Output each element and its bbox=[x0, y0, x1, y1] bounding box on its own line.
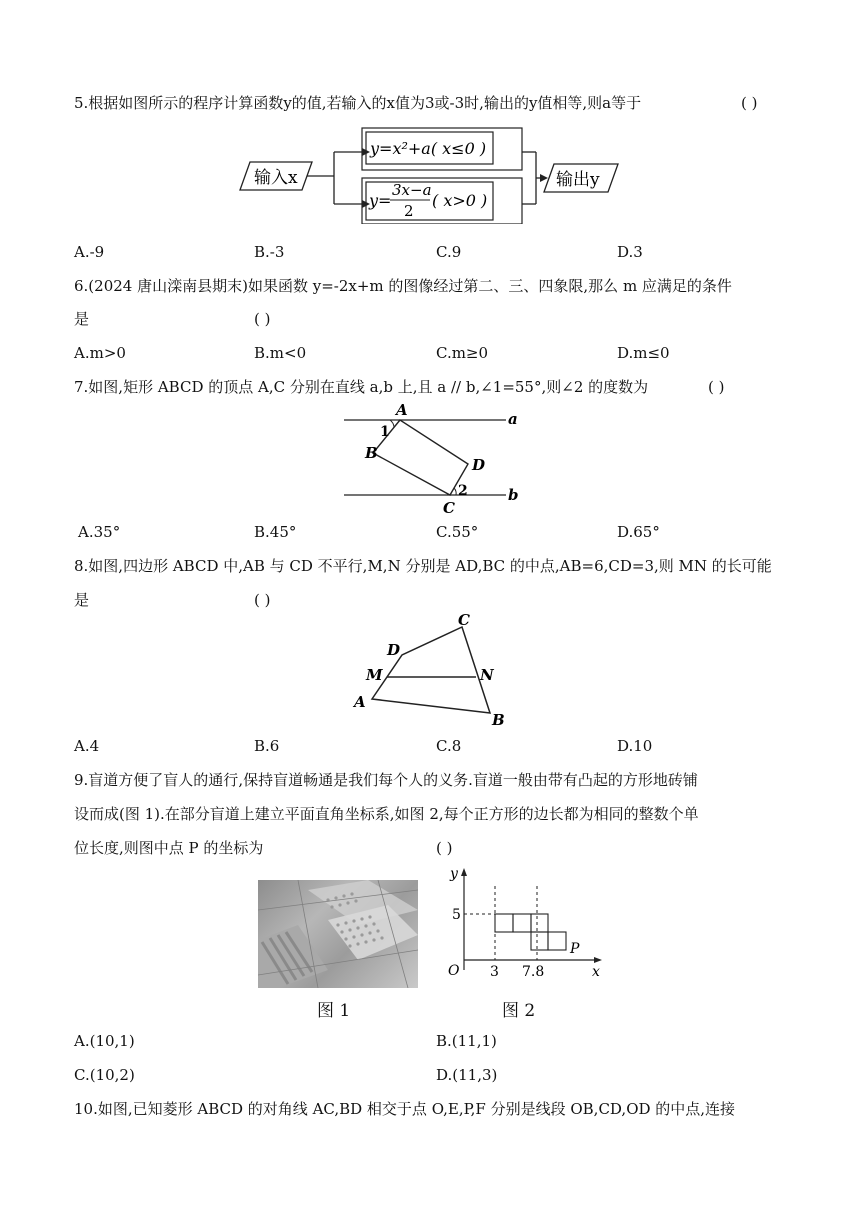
svg-text:A: A bbox=[354, 693, 366, 711]
q5-option-b: B.-3 bbox=[254, 243, 285, 261]
q7-option-a: A.35° bbox=[78, 523, 121, 541]
q5-stem: 5.根据如图所示的程序计算函数y的值,若输入的x值为3或-3时,输出的y值相等,则a等于 bbox=[74, 94, 642, 112]
q7-option-b: B.45° bbox=[254, 523, 297, 541]
q9-option-b: B.(11,1) bbox=[436, 1032, 497, 1050]
fig1-caption: 图 1 bbox=[317, 1001, 351, 1021]
svg-text:y: y bbox=[450, 866, 458, 882]
q8-figure bbox=[350, 612, 520, 728]
q8-option-b: B.6 bbox=[254, 737, 280, 755]
q5-answer-bracket: ( ) bbox=[741, 94, 758, 112]
svg-text:B: B bbox=[492, 711, 505, 728]
q8-answer-bracket: ( ) bbox=[254, 591, 271, 609]
q5-option-d: D.3 bbox=[617, 243, 643, 261]
q9-stem-line1: 9.盲道方便了盲人的通行,保持盲道畅通是我们每个人的义务.盲道一般由带有凸起的方形地砖铺 bbox=[74, 771, 698, 789]
svg-text:D: D bbox=[472, 456, 486, 474]
svg-text:A: A bbox=[396, 401, 408, 419]
q9-answer-bracket: ( ) bbox=[436, 839, 453, 857]
q7-option-d: D.65° bbox=[617, 523, 660, 541]
svg-text:D: D bbox=[387, 641, 401, 659]
tactile-paving-photo bbox=[258, 880, 418, 988]
svg-text:x: x bbox=[592, 964, 600, 980]
svg-text:M: M bbox=[366, 666, 383, 684]
flow-input-label: 输入x bbox=[254, 168, 298, 188]
q9-stem-line2: 设而成(图 1).在部分盲道上建立平面直角坐标系,如图 2,每个正方形的边长都为相同的整数个单 bbox=[74, 805, 699, 823]
svg-text:1: 1 bbox=[380, 424, 390, 440]
svg-text:B: B bbox=[365, 444, 378, 462]
q10-stem-line1: 10.如图,已知菱形 ABCD 的对角线 AC,BD 相交于点 O,E,P,F 分别是线段 OB,CD,OD 的中点,连接 bbox=[74, 1100, 736, 1118]
svg-text:P: P bbox=[570, 941, 580, 957]
q8-stem-line1: 8.如图,四边形 ABCD 中,AB 与 CD 不平行,M,N 分别是 AD,BC 的中点,AB=6,CD=3,则 MN 的长可能 bbox=[74, 557, 772, 575]
svg-text:b: b bbox=[508, 486, 519, 504]
q6-answer-bracket: ( ) bbox=[254, 310, 271, 328]
svg-text:( x>0 ): ( x>0 ) bbox=[432, 191, 488, 210]
q6-option-d: D.m≤0 bbox=[617, 344, 670, 362]
q9-stem-line3: 位长度,则图中点 P 的坐标为 bbox=[74, 839, 264, 857]
q9-option-a: A.(10,1) bbox=[74, 1032, 135, 1050]
q7-answer-bracket: ( ) bbox=[708, 378, 725, 396]
svg-text:C: C bbox=[458, 612, 470, 629]
q8-option-a: A.4 bbox=[74, 737, 100, 755]
fig2-caption: 图 2 bbox=[502, 1001, 536, 1021]
svg-text:5: 5 bbox=[452, 907, 461, 923]
svg-text:3: 3 bbox=[490, 964, 499, 980]
svg-text:2: 2 bbox=[404, 202, 414, 220]
svg-text:2: 2 bbox=[458, 483, 468, 499]
q6-option-b: B.m<0 bbox=[254, 344, 307, 362]
q7-option-c: C.55° bbox=[436, 523, 479, 541]
flow-branch-top-label: y=x²+a( x≤0 ) bbox=[370, 139, 487, 158]
q8-stem-line2: 是 bbox=[74, 591, 90, 609]
q7-figure bbox=[340, 400, 530, 518]
svg-text:7.8: 7.8 bbox=[522, 964, 545, 980]
q6-stem-line2: 是 bbox=[74, 310, 90, 328]
q5-option-a: A.-9 bbox=[74, 243, 105, 261]
q6-option-c: C.m≥0 bbox=[436, 344, 489, 362]
q8-option-c: C.8 bbox=[436, 737, 462, 755]
flow-output-label: 输出y bbox=[556, 170, 600, 190]
svg-text:N: N bbox=[480, 666, 494, 684]
q6-option-a: A.m>0 bbox=[74, 344, 126, 362]
svg-text:O: O bbox=[448, 963, 460, 979]
q9-coordinate-figure bbox=[438, 866, 606, 986]
svg-text:3x−a: 3x−a bbox=[392, 181, 432, 199]
svg-text:a: a bbox=[508, 410, 518, 428]
q5-flowchart bbox=[238, 124, 628, 224]
q7-stem: 7.如图,矩形 ABCD 的顶点 A,C 分别在直线 a,b 上,且 a // b,∠1=55°,则∠2 的度数为 bbox=[74, 378, 649, 396]
q9-option-d: D.(11,3) bbox=[436, 1066, 498, 1084]
q8-option-d: D.10 bbox=[617, 737, 653, 755]
q5-option-c: C.9 bbox=[436, 243, 462, 261]
q8-quadrilateral bbox=[372, 627, 490, 713]
svg-text:C: C bbox=[443, 499, 455, 517]
svg-text:y=: y= bbox=[369, 191, 392, 210]
q9-option-c: C.(10,2) bbox=[74, 1066, 135, 1084]
q6-stem-line1: 6.(2024 唐山滦南县期末)如果函数 y=-2x+m 的图像经过第二、三、四象限,那么 m 应满足的条件 bbox=[74, 277, 732, 295]
